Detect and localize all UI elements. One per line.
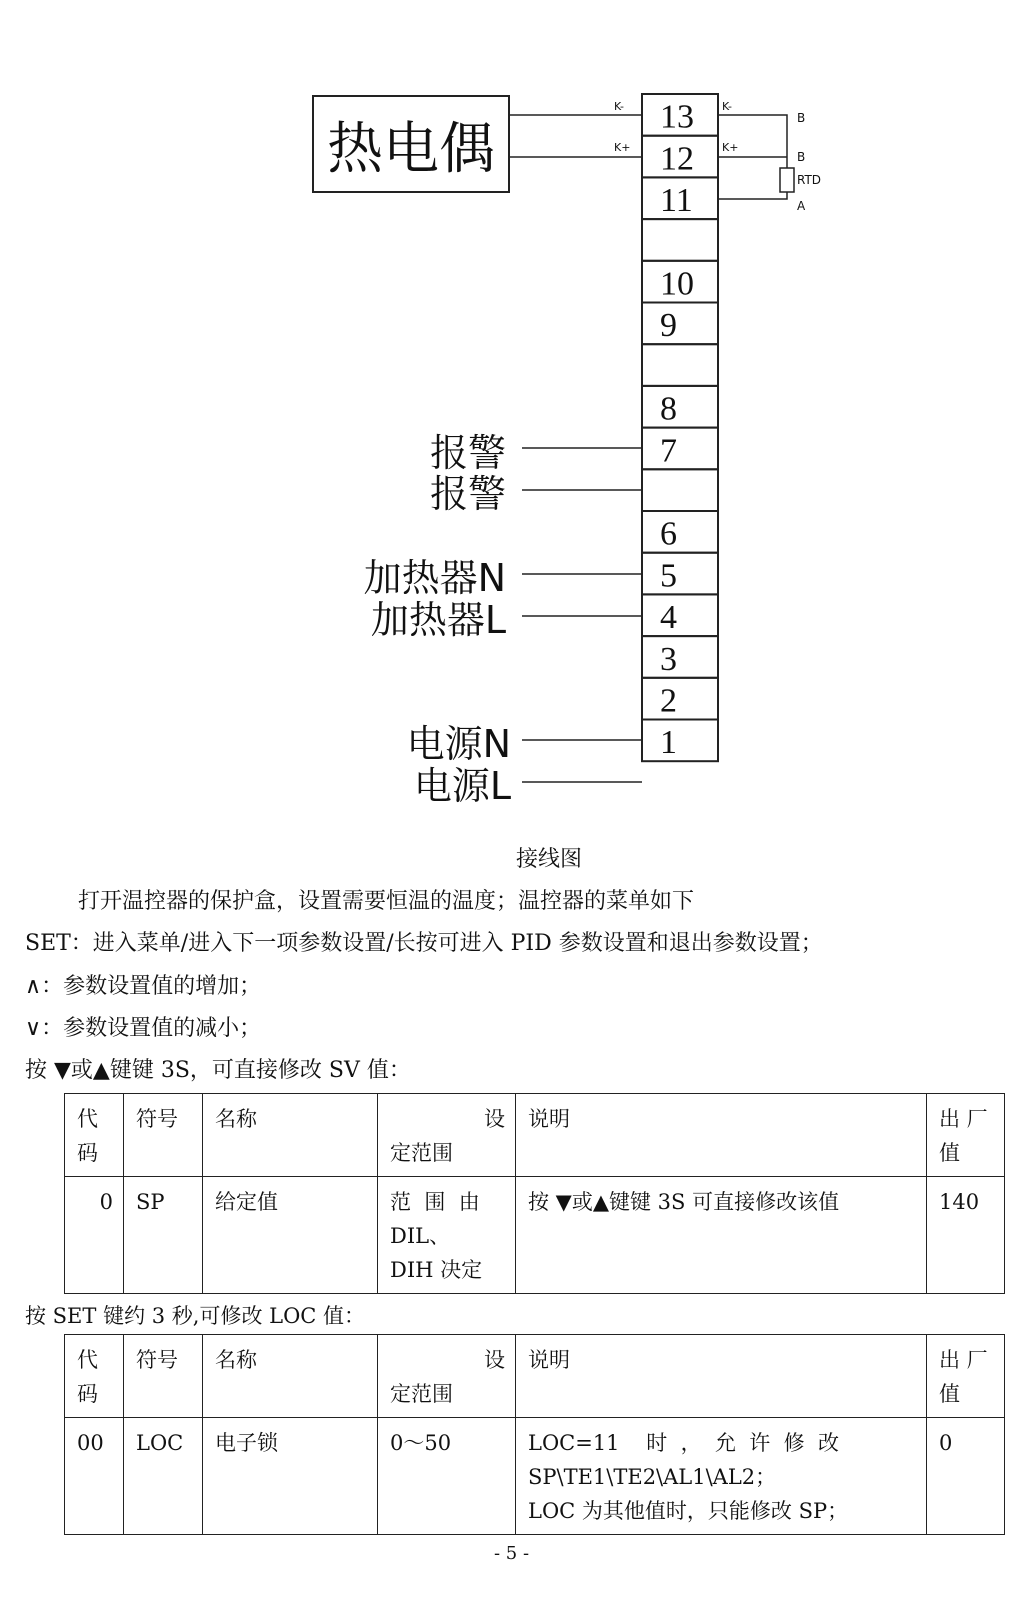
header-range: 设 定范围 — [378, 1094, 516, 1177]
rtd-label-rtd: RTD — [797, 173, 822, 187]
terminal-cell — [642, 469, 718, 511]
wire-label-k-minus-right: K- — [722, 100, 733, 113]
heater-n-label: 加热器N — [363, 556, 506, 600]
terminal-cell — [642, 219, 718, 261]
terminal-cell — [642, 553, 718, 595]
thermocouple-label: 热电偶 — [327, 117, 495, 182]
cell-name: 电子锁 — [203, 1418, 378, 1535]
rtd-label-b1: B — [797, 111, 806, 125]
sv-edit-line: 按 ▼或▲键键 3S，可直接修改 SV 值： — [25, 1058, 411, 1083]
terminal-cell — [642, 720, 718, 762]
wire-label-k-minus-left: K- — [614, 100, 625, 113]
terminal-number: 10 — [660, 265, 694, 303]
table-header-row — [65, 1094, 1005, 1177]
cell-range: 范 围 由 DIL、 DIH 决定 — [378, 1177, 516, 1294]
terminal-cell — [642, 636, 718, 678]
header-symbol: 符号 — [124, 1094, 203, 1177]
up-key-line: ∧：参数设置值的增加； — [25, 974, 262, 999]
wire-label-k-plus-right: K+ — [722, 141, 739, 154]
down-key-line: ∨：参数设置值的减小； — [25, 1016, 262, 1041]
loc-param-table — [64, 1334, 1005, 1535]
cell-desc: 按 ▼或▲键键 3S 可直接修改该值 — [516, 1177, 927, 1294]
header-code: 代 码 — [65, 1094, 124, 1177]
cell-name: 给定值 — [203, 1177, 378, 1294]
intro-line: 打开温控器的保护盒，设置需要恒温的温度；温控器的菜单如下 — [78, 889, 695, 914]
page-number: - 5 - — [493, 1543, 530, 1564]
terminal-number: 7 — [660, 432, 677, 470]
header-default: 出 厂 值 — [927, 1335, 1005, 1418]
terminal-number: 6 — [660, 515, 677, 553]
rtd-label-b2: B — [797, 150, 806, 164]
terminal-number: 1 — [660, 724, 677, 762]
terminal-strip — [642, 94, 718, 761]
table-header-row — [65, 1335, 1005, 1418]
header-default: 出 厂 值 — [927, 1094, 1005, 1177]
cell-range: 0～50 — [378, 1418, 516, 1535]
terminal-number: 3 — [660, 640, 677, 678]
heater-l-label: 加热器L — [370, 598, 506, 642]
power-n-label: 电源N — [406, 722, 511, 766]
terminal-cell — [642, 594, 718, 636]
terminal-number: 8 — [660, 390, 677, 428]
terminal-cell — [642, 511, 718, 553]
cell-desc: LOC=11 时 ， 允 许 修 改 SP\TE1\TE2\AL1\AL2； LOC 为其他值时，只能修改 SP； — [516, 1418, 927, 1535]
cell-symbol: LOC — [124, 1418, 203, 1535]
terminal-number: 4 — [660, 599, 677, 637]
rtd-resistor — [780, 168, 794, 192]
cell-code: 00 — [65, 1418, 124, 1535]
terminal-number: 2 — [660, 682, 677, 720]
header-symbol: 符号 — [124, 1335, 203, 1418]
terminal-number: 12 — [660, 140, 694, 178]
diagram-caption: 接线图 — [515, 847, 583, 872]
header-desc: 说明 — [516, 1335, 927, 1418]
header-range: 设 定范围 — [378, 1335, 516, 1418]
table-row — [65, 1418, 1005, 1535]
terminal-number: 13 — [660, 98, 694, 136]
table-row — [65, 1177, 1005, 1294]
header-name: 名称 — [203, 1335, 378, 1418]
set-key-line: SET：进入菜单/进入下一项参数设置/长按可进入 PID 参数设置和退出参数设置； — [25, 931, 823, 956]
terminal-number: 5 — [660, 557, 677, 595]
terminal-number: 9 — [660, 307, 677, 345]
header-name: 名称 — [203, 1094, 378, 1177]
header-code: 代 码 — [65, 1335, 124, 1418]
cell-default: 0 — [927, 1418, 1005, 1535]
terminal-cell — [642, 678, 718, 720]
sp-param-table — [64, 1093, 1005, 1294]
power-l-label: 电源L — [413, 764, 511, 808]
loc-edit-line: 按 SET 键约 3 秒,可修改 LOC 值： — [25, 1304, 366, 1328]
cell-default: 140 — [927, 1177, 1005, 1294]
terminal-cell — [642, 428, 718, 470]
wire-label-k-plus-left: K+ — [614, 141, 631, 154]
terminal-cell — [642, 344, 718, 386]
header-desc: 说明 — [516, 1094, 927, 1177]
terminal-cell — [642, 303, 718, 345]
rtd-label-a: A — [797, 199, 806, 213]
alarm-label-7: 报警 — [429, 472, 506, 516]
cell-code: 0 — [65, 1177, 124, 1294]
cell-symbol: SP — [124, 1177, 203, 1294]
terminal-cell — [642, 386, 718, 428]
terminal-number: 11 — [660, 182, 693, 220]
alarm-label-8: 报警 — [429, 431, 506, 475]
